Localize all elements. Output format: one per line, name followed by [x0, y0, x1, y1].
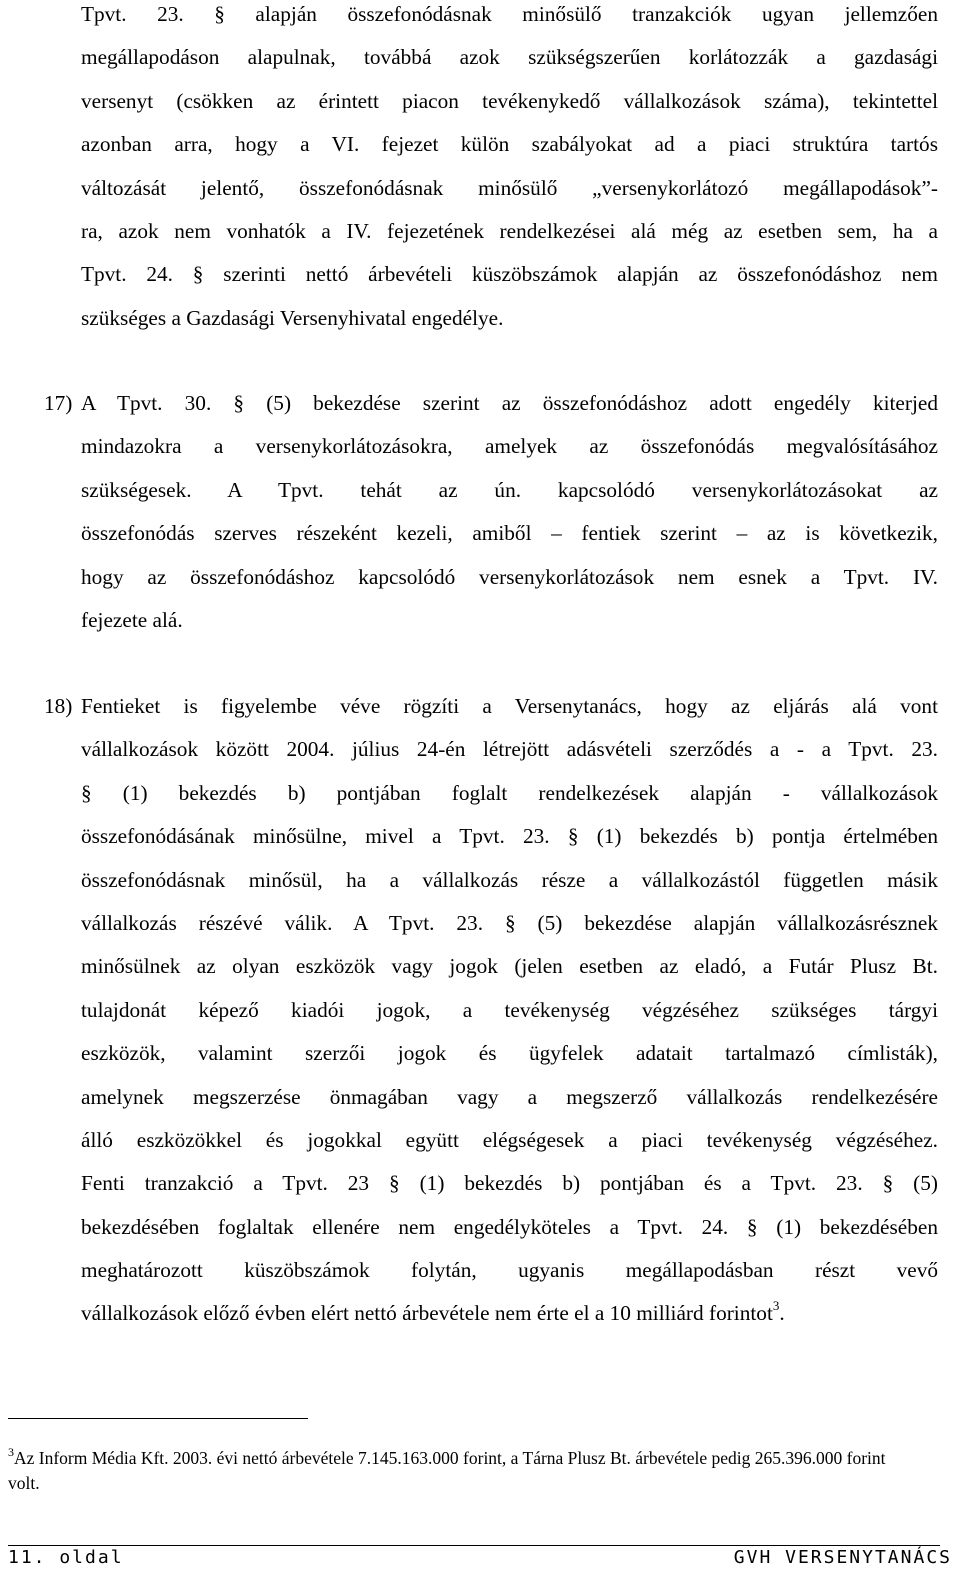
paragraph-line: változását jelentő, összefonódásnak minősülő „versenykorlátozó megállapodások”- — [81, 175, 938, 200]
paragraph-line: Fenti tranzakció a Tpvt. 23 § (1) bekezdés b) pontjában és a Tpvt. 23. § (5) — [81, 1171, 938, 1196]
paragraph-line: fejezete alá. — [81, 607, 183, 632]
paragraph-line: vállalkozás részévé válik. A Tpvt. 23. § (5) bekezdése alapján vállalkozásrésznek — [81, 910, 938, 935]
paragraph-line: álló eszközökkel és jogokkal együtt elégségesek a piaci tevékenység végzéséhez. — [81, 1127, 938, 1152]
paragraph-line: összefonódásának minősülne, mivel a Tpvt. 23. § (1) bekezdés b) pontja értelmében — [81, 824, 938, 849]
paragraph-number: 17) — [44, 391, 73, 415]
paragraph-line: tulajdonát képező kiadói jogok, a tevékenység végzéséhez szükséges tárgyi — [81, 997, 938, 1022]
paragraph-line: A Tpvt. 30. § (5) bekezdése szerint az összefonódáshoz adott engedély kiterjed — [81, 391, 938, 415]
paragraph-17 — [81, 382, 938, 642]
paragraph-line: azonban arra, hogy a VI. fejezet külön szabályokat ad a piaci struktúra tartós — [81, 132, 938, 157]
footnote-marker: 3 — [8, 1445, 14, 1459]
paragraph-line: minősülnek az olyan eszközök vagy jogok (jelen esetben az eladó, a Futár Plusz Bt. — [81, 954, 938, 979]
intro-paragraph — [81, 0, 938, 340]
paragraph-line: amelynek megszerzése önmagában vagy a megszerző vállalkozás rendelkezésére — [81, 1084, 938, 1109]
paragraph-line: Tpvt. 24. § szerinti nettó árbevételi küszöbszámok alapján az összefonódáshoz nem — [81, 262, 938, 287]
footnote-text: Az Inform Média Kft. 2003. évi nettó árbevétele 7.145.163.000 forint, a Tárna Plusz Bt. árbevétele pedig 265.396.000 forint volt. — [8, 1448, 886, 1493]
page-number: 11. oldal — [8, 1547, 124, 1568]
sentence-end: . — [779, 1301, 785, 1326]
footnote-reference[interactable]: 3 — [772, 1298, 780, 1314]
paragraph-line: összefonódás szerves részeként kezeli, amiből – fentiek szerint – az is következik, — [81, 521, 938, 546]
paragraph-line: vállalkozások között 2004. július 24-én létrejött adásvételi szerződés a - a Tpvt. 23. — [81, 737, 938, 762]
footer-organization: GVH VERSENYTANÁCS — [733, 1547, 952, 1568]
paragraph-line: mindazokra a versenykorlátozásokra, amelyek az összefonódás megvalósításához — [81, 434, 938, 459]
paragraph-line: versenyt (csökken az érintett piacon tevékenykedő vállalkozások száma), tekintettel — [81, 88, 938, 113]
paragraph-line: bekezdésében foglaltak ellenére nem engedélyköteles a Tpvt. 24. § (1) bekezdésében — [81, 1214, 938, 1239]
paragraph-line-text: vállalkozások előző évben elért nettó árbevétele nem érte el a 10 milliárd forintot — [81, 1301, 773, 1326]
footnote — [8, 1440, 908, 1496]
paragraph-line: összefonódásnak minősül, ha a vállalkozás része a vállalkozástól független másik — [81, 867, 938, 892]
paragraph-line: eszközök, valamint szerzői jogok és ügyfelek adatait tartalmazó címlisták), — [81, 1041, 938, 1066]
paragraph-number: 18) — [44, 694, 73, 718]
footnote-separator — [8, 1418, 308, 1419]
paragraph-line: Fentieket is figyelembe véve rögzíti a Versenytanács, hogy az eljárás alá vont — [81, 694, 938, 718]
paragraph-line: meghatározott küszöbszámok folytán, ugyanis megállapodásban részt vevő — [81, 1258, 938, 1283]
paragraph-line-last — [81, 1292, 938, 1335]
paragraph-line: szükséges a Gazdasági Versenyhivatal engedélye. — [81, 305, 504, 330]
paragraph-line: hogy az összefonódáshoz kapcsolódó versenykorlátozások nem esnek a Tpvt. IV. — [81, 564, 938, 589]
paragraph-line: ra, azok nem vonhatók a IV. fejezetének rendelkezései alá még az esetben sem, ha a — [81, 218, 938, 243]
paragraph-18 — [81, 685, 938, 1336]
paragraph-line: Tpvt. 23. § alapján összefonódásnak minősülő tranzakciók ugyan jellemzően — [81, 2, 938, 26]
paragraph-line: szükségesek. A Tpvt. tehát az ún. kapcsolódó versenykorlátozásokat az — [81, 477, 938, 502]
paragraph-line: § (1) bekezdés b) pontjában foglalt rendelkezések alapján - vállalkozások — [81, 780, 938, 805]
paragraph-line: megállapodáson alapulnak, továbbá azok szükségszerűen korlátozzák a gazdasági — [81, 45, 938, 70]
